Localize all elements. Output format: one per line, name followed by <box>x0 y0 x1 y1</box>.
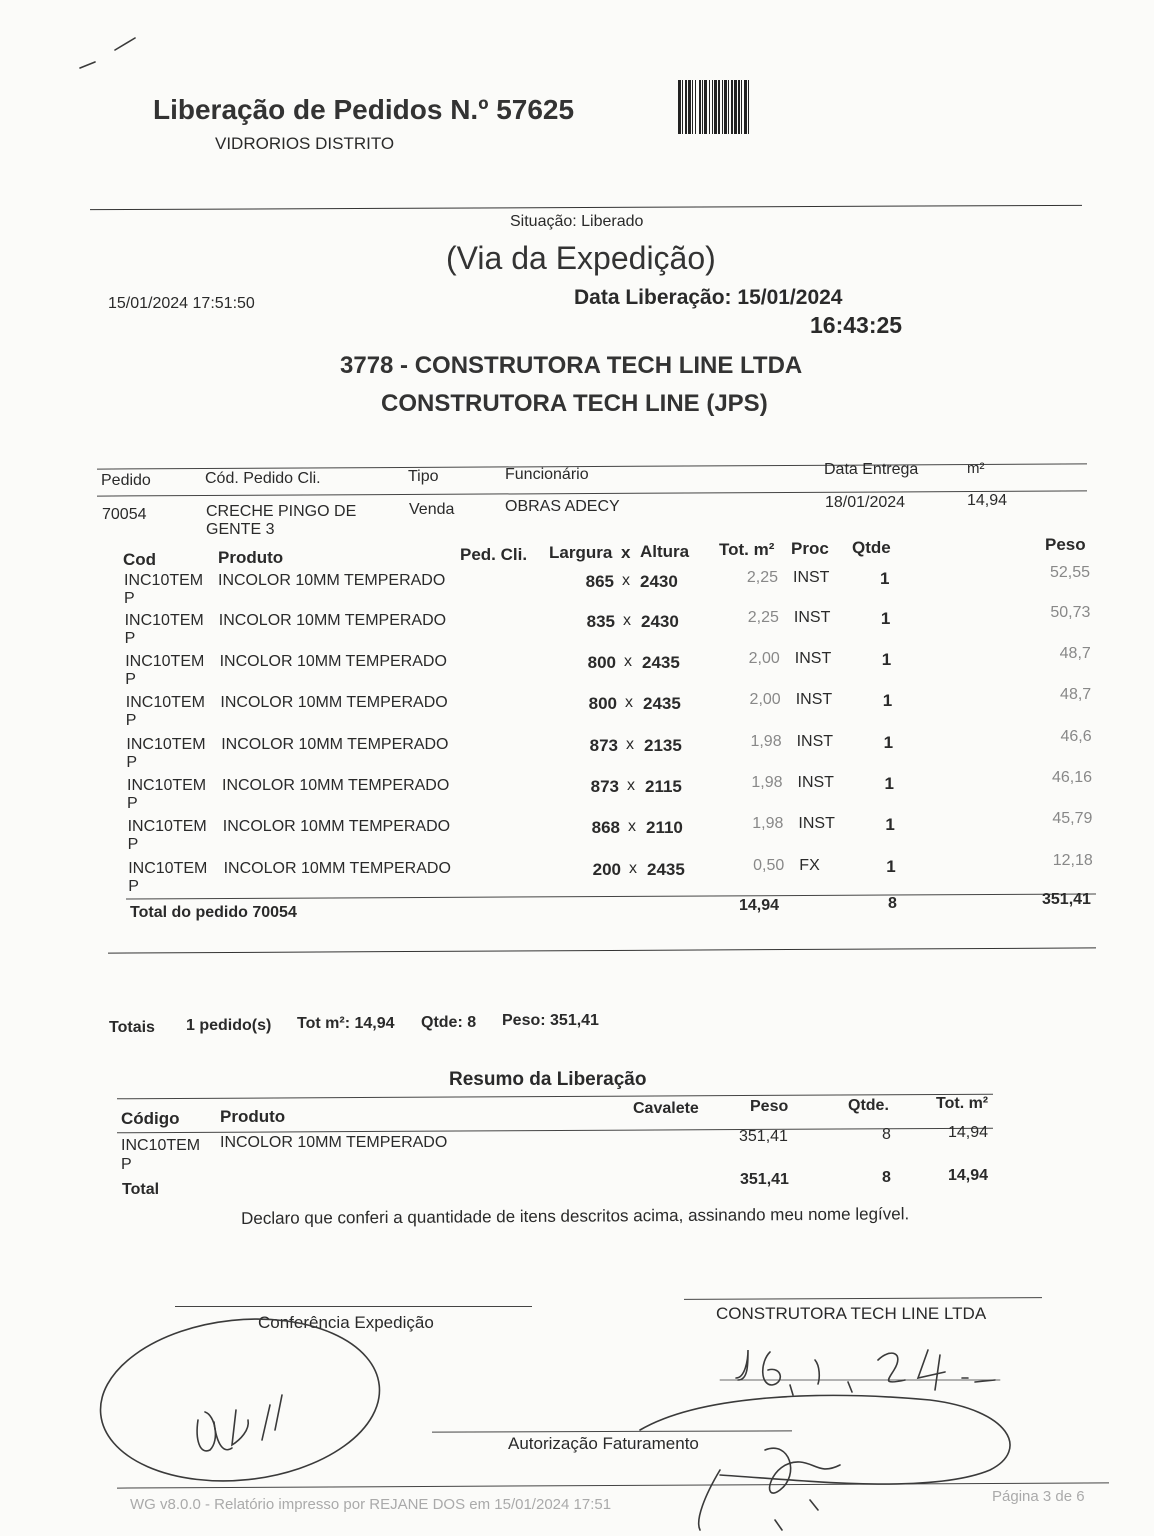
item-height: 2430 <box>640 572 678 591</box>
summary-row-qtde: 8 <box>882 1126 891 1143</box>
item-area: 1,98 <box>751 774 783 791</box>
items-col-ped-cli: Ped. Cli. <box>460 545 528 564</box>
item-quantity: 1 <box>883 733 894 752</box>
item-product: INCOLOR 10MM TEMPERADO <box>220 694 448 711</box>
items-col-tot-m2: Tot. m² <box>719 540 775 559</box>
col-tipo: Tipo <box>408 468 439 485</box>
item-process: INST <box>797 774 834 791</box>
client-signature-label: CONSTRUTORA TECH LINE LTDA <box>716 1304 987 1323</box>
item-height: 2115 <box>645 777 682 796</box>
item-x-sign: x <box>623 612 631 629</box>
items-col-cod: Cod <box>123 550 157 569</box>
summary-title: Resumo da Liberação <box>449 1069 647 1090</box>
item-x-sign: x <box>629 860 637 877</box>
conferencia-signature-line <box>175 1306 532 1307</box>
item-code: INC10TEM <box>125 694 205 711</box>
item-height: 2135 <box>644 736 682 755</box>
summary-col-qtde: Qtde. <box>848 1097 889 1114</box>
item-x-sign: x <box>624 653 632 670</box>
summary-col-produto: Produto <box>220 1107 286 1126</box>
summary-row-code-cont: P <box>121 1156 132 1173</box>
item-code-cont: P <box>128 878 139 895</box>
item-width: 868 <box>591 818 620 837</box>
item-process: INST <box>793 569 830 586</box>
item-process: INST <box>796 733 834 750</box>
item-area: 2,00 <box>749 691 781 708</box>
summary-row-peso: 351,41 <box>739 1128 788 1145</box>
item-area: 1,98 <box>752 815 784 832</box>
items-total-rule <box>126 893 1096 899</box>
order-total-peso: 351,41 <box>1042 891 1091 908</box>
summary-col-cavalete: Cavalete <box>633 1100 699 1117</box>
item-code-cont: P <box>125 671 136 688</box>
item-quantity: 1 <box>881 650 892 669</box>
item-product: INCOLOR 10MM TEMPERADO <box>222 777 450 794</box>
order-m2: 14,94 <box>967 492 1008 509</box>
item-product: INCOLOR 10MM TEMPERADO <box>221 736 449 753</box>
item-x-sign: x <box>627 777 635 794</box>
item-process: INST <box>794 650 832 667</box>
client-signature-line <box>684 1297 1042 1300</box>
item-weight: 50,73 <box>1050 604 1091 621</box>
item-code-cont: P <box>124 630 136 647</box>
item-product: INCOLOR 10MM TEMPERADO <box>222 818 451 835</box>
declaration-text: Declaro que conferi a quantidade de itens descritos acima, assinando meu nome legível. <box>241 1204 910 1228</box>
header-divider <box>90 205 1082 210</box>
footer-page: Página 3 de 6 <box>992 1488 1085 1505</box>
barcode-gap <box>749 80 751 134</box>
items-col-altura: Altura <box>640 542 690 561</box>
item-quantity: 1 <box>882 691 893 710</box>
item-product: INCOLOR 10MM TEMPERADO <box>219 653 447 670</box>
item-quantity: 1 <box>884 774 894 793</box>
conferencia-label: Conferência Expedição <box>258 1313 434 1332</box>
footer-rule <box>117 1482 1109 1488</box>
totals-orders: 1 pedido(s) <box>186 1017 272 1034</box>
release-date: Data Liberação: 15/01/2024 <box>574 286 843 309</box>
item-process: INST <box>798 815 835 832</box>
summary-col-tot-m2: Tot. m² <box>936 1095 989 1112</box>
autorizacao-signature-line <box>432 1430 792 1432</box>
totals-qtde: Qtde: 8 <box>421 1014 477 1031</box>
barcode <box>678 80 853 134</box>
item-weight: 52,55 <box>1049 564 1090 581</box>
order-client-code-cont: GENTE 3 <box>206 521 275 538</box>
via-label: (Via da Expedição) <box>446 240 716 276</box>
order-top-rule <box>97 463 1087 469</box>
col-pedido: Pedido <box>101 472 151 489</box>
summary-total-tot-m2: 14,94 <box>948 1167 989 1184</box>
order-type: Venda <box>409 501 455 518</box>
printed-timestamp: 15/01/2024 17:51:50 <box>108 295 255 312</box>
item-code: INC10TEM <box>125 653 205 670</box>
item-height: 2435 <box>643 694 681 713</box>
item-product: INCOLOR 10MM TEMPERADO <box>218 612 447 629</box>
item-area: 1,98 <box>750 733 782 750</box>
item-process: FX <box>799 857 820 874</box>
item-x-sign: x <box>628 818 636 835</box>
item-quantity: 1 <box>880 569 890 588</box>
item-process: INST <box>793 609 831 626</box>
item-code-cont: P <box>126 754 138 771</box>
item-code-cont: P <box>127 795 138 812</box>
item-width: 865 <box>585 572 614 591</box>
company-name: VIDRORIOS DISTRITO <box>215 134 395 153</box>
summary-row-tot-m2: 14,94 <box>948 1124 989 1141</box>
item-quantity: 1 <box>885 815 895 834</box>
col-m2: m² <box>967 460 985 477</box>
summary-row-product: INCOLOR 10MM TEMPERADO <box>220 1134 448 1151</box>
totals-m2: Tot m²: 14,94 <box>297 1015 395 1032</box>
document-title: Liberação de Pedidos N.º 57625 <box>153 94 575 125</box>
order-delivery-date: 18/01/2024 <box>825 494 906 511</box>
order-employee: OBRAS ADECY <box>505 498 620 515</box>
order-header-rule <box>97 490 1087 496</box>
item-width: 873 <box>590 777 619 796</box>
item-weight: 46,6 <box>1060 728 1092 745</box>
items-col-x: x <box>621 543 631 562</box>
order-section-bottom-rule <box>108 947 1096 953</box>
autorizacao-label: Autorização Faturamento <box>508 1434 699 1453</box>
item-weight: 45,79 <box>1052 810 1093 827</box>
item-code: INC10TEM <box>127 777 207 794</box>
items-col-peso: Peso <box>1045 535 1086 554</box>
release-time: 16:43:25 <box>810 312 903 338</box>
summary-total-label: Total <box>122 1181 160 1198</box>
item-area: 2,00 <box>748 650 780 667</box>
item-height: 2435 <box>647 860 685 879</box>
footer-report: WG v8.0.0 - Relatório impresso por REJANE DOS em 15/01/2024 17:51 <box>130 1496 612 1513</box>
item-process: INST <box>795 691 833 708</box>
items-col-largura: Largura <box>549 543 613 562</box>
item-width: 873 <box>589 736 618 755</box>
order-number: 70054 <box>102 506 147 523</box>
items-col-qtde: Qtde <box>852 538 891 557</box>
item-x-sign: x <box>622 572 630 589</box>
item-code: INC10TEM <box>128 860 208 877</box>
item-weight: 48,7 <box>1059 645 1091 662</box>
item-area: 0,50 <box>753 857 785 874</box>
totals-peso: Peso: 351,41 <box>502 1012 599 1029</box>
item-code: INC10TEM <box>124 572 204 589</box>
item-product: INCOLOR 10MM TEMPERADO <box>223 860 451 877</box>
item-weight: 12,18 <box>1052 852 1093 869</box>
col-funcionario: Funcionário <box>505 466 589 483</box>
summary-total-peso: 351,41 <box>740 1171 789 1188</box>
summary-col-peso: Peso <box>750 1098 789 1115</box>
client-name: 3778 - CONSTRUTORA TECH LINE LTDA <box>340 352 803 379</box>
item-code: INC10TEM <box>127 818 207 835</box>
item-code-cont: P <box>124 590 135 607</box>
order-total-label: Total do pedido 70054 <box>130 904 297 921</box>
item-width: 800 <box>588 694 617 713</box>
item-quantity: 1 <box>880 609 891 628</box>
situation-label: Situação: Liberado <box>510 213 644 230</box>
item-product: INCOLOR 10MM TEMPERADO <box>218 572 446 589</box>
items-col-produto: Produto <box>218 548 284 567</box>
col-cod-pedido-cli: Cód. Pedido Cli. <box>205 470 321 487</box>
summary-header-rule <box>117 1128 993 1134</box>
col-data-entrega: Data Entrega <box>824 461 919 478</box>
item-weight: 46,16 <box>1051 769 1092 786</box>
summary-col-codigo: Código <box>121 1109 180 1128</box>
item-x-sign: x <box>626 736 634 753</box>
item-area: 2,25 <box>747 609 779 626</box>
item-height: 2430 <box>641 612 679 631</box>
totals-label: Totais <box>109 1019 155 1036</box>
client-alias: CONSTRUTORA TECH LINE (JPS) <box>381 390 768 417</box>
summary-row-code: INC10TEM <box>121 1137 201 1154</box>
item-height: 2110 <box>646 818 683 837</box>
summary-total-qtde: 8 <box>882 1169 891 1186</box>
order-total-qtde: 8 <box>888 895 897 912</box>
item-code-cont: P <box>125 712 137 729</box>
item-code-cont: P <box>127 836 139 853</box>
item-width: 200 <box>592 860 621 879</box>
order-total-m2: 14,94 <box>739 897 780 914</box>
order-client-code: CRECHE PINGO DE <box>206 503 357 520</box>
item-width: 835 <box>586 612 615 631</box>
items-col-proc: Proc <box>791 539 829 558</box>
item-area: 2,25 <box>746 569 778 586</box>
item-code: INC10TEM <box>124 612 204 629</box>
item-code: INC10TEM <box>126 736 206 753</box>
item-height: 2435 <box>642 653 680 672</box>
item-quantity: 1 <box>886 857 896 876</box>
item-width: 800 <box>587 653 616 672</box>
item-x-sign: x <box>625 694 633 711</box>
item-weight: 48,7 <box>1060 686 1092 703</box>
